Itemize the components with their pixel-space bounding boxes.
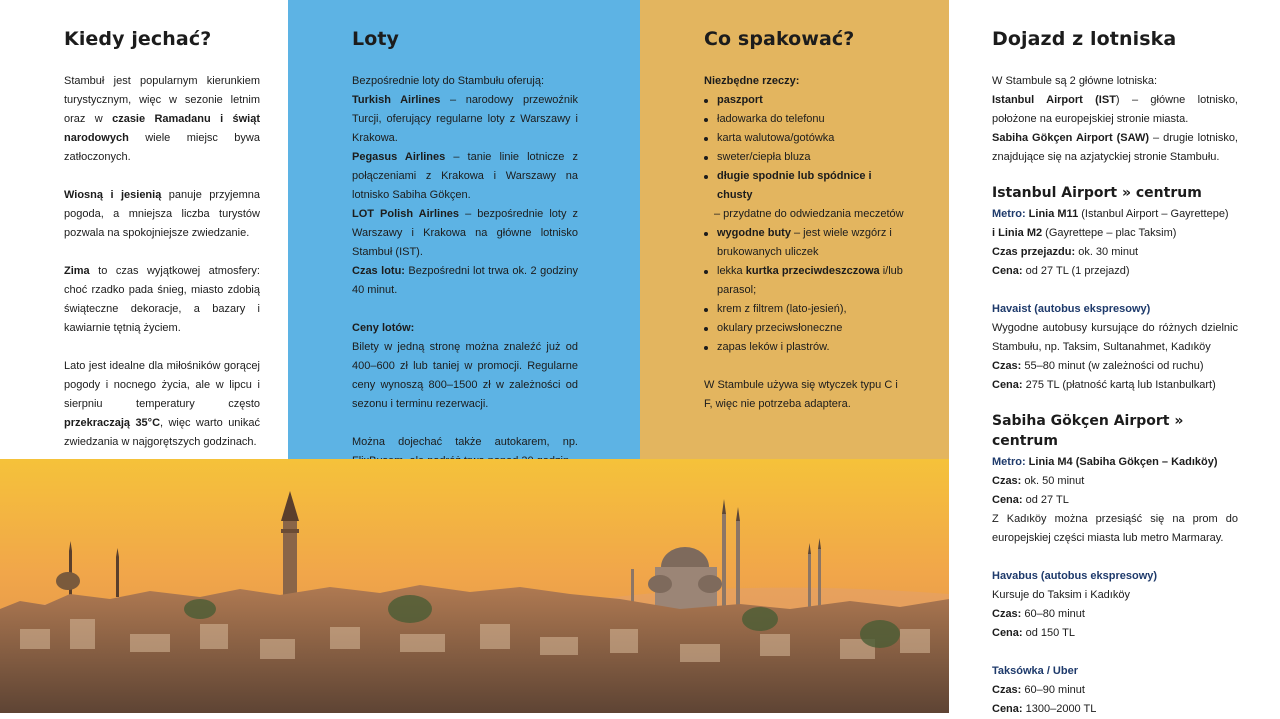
havabus-heading: Havabus (autobus ekspresowy) [992,570,1158,582]
transfer-title: Dojazd z lotniska [992,28,1177,50]
when-p3: Zima to czas wyjątkowej atmosfery: choć rzadko pada śnieg, miasto zdobią świąteczne dekoracje, a bazary i kawiarnie tętnią życiem. [64,265,260,334]
istanbul-skyline-photo [0,459,949,713]
list-item: zapas leków i plastrów. [704,338,909,357]
when-p1: Stambuł jest popularnym kierunkiem turystycznym, więc w sezonie letnim oraz w czasie Ramadanu i świąt narodowych wiele miejsc bywa zatłoczonych. [64,75,260,163]
when-title: Kiedy jechać? [64,28,212,50]
ist-metro: Metro: Linia M11 (Istanbul Airport – Gayrettepe) [992,208,1229,220]
flights-time: Czas lotu: Bezpośredni lot trwa ok. 2 godziny 40 minut. [352,265,578,296]
flights-prices: Bilety w jedną stronę można znaleźć już od 400–600 zł lub taniej w promocji. Regularne ceny wynoszą 800–1500 zł w zależności od sezonu i terminu rezerwacji. [352,341,578,410]
havaist-text: Wygodne autobusy kursujące do różnych dzielnic Stambułu, np. Taksim, Sultanahmet, Kadıköy [992,322,1238,353]
list-item: okulary przeciwsłoneczne [704,319,909,338]
havabus-price: Cena: od 150 TL [992,627,1075,639]
flights-intro: Bezpośrednie loty do Stambułu oferują: [352,75,545,87]
list-item: lekka kurtka przeciwdeszczowa i/lub parasol; [704,262,909,300]
section-flights [288,0,640,459]
flights-pegasus: Pegasus Airlines – tanie linie lotnicze z połączeniami z Krakowa i Warszawy na lotnisko Sabiha Gökçen. [352,151,578,201]
transfer-ist: Istanbul Airport (IST) – główne lotnisko, położone na europejskiej stronie miasta. [992,94,1238,125]
list-item: krem z filtrem (lato-jesień), [704,300,909,319]
ist-time: Czas przejazdu: ok. 30 minut [992,246,1139,258]
section-airport-transfer [949,0,1280,713]
ist-price: Cena: od 27 TL (1 przejazd) [992,265,1130,277]
flights-bus: Można dojechać także autokarem, np. [352,436,578,448]
list-item: ładowarka do telefonu [704,110,909,129]
taxi-time: Czas: 60–90 minut [992,684,1085,696]
flights-turkish: Turkish Airlines – narodowy przewoźnik Turcji, oferujący regularne loty z Warszawy i Krakowa. [352,94,578,144]
saw-heading: Sabiha Gökçen Airport » centrum [992,413,1184,449]
havaist-price: Cena: 275 TL (płatność kartą lub Istanbulkart) [992,379,1216,391]
transfer-intro: W Stambule są 2 główne lotniska: [992,75,1158,87]
saw-note: Z Kadıköy można przesiąść się na prom do europejskiej części miasta lub metro Marmaray. [992,513,1238,544]
saw-time: Czas: ok. 50 minut [992,475,1085,487]
packing-list [704,91,909,357]
list-item: długie spodnie lub spódnice i chusty – przydatne do odwiedzania meczetów [704,167,909,224]
havaist-time: Czas: 55–80 minut (w zależności od ruchu) [992,360,1204,372]
list-item: sweter/ciepła bluza [704,148,909,167]
havaist-heading: Havaist (autobus ekspresowy) [992,303,1151,315]
taxi-heading: Taksówka / Uber [992,665,1078,677]
transfer-saw: Sabiha Gökçen Airport (SAW) – drugie lotnisko, znajdujące się na azjatyckiej stronie Stambułu. [992,132,1238,163]
taxi-price: Cena: 1300–2000 TL [992,703,1097,715]
list-item: karta walutowa/gotówka [704,129,909,148]
saw-metro: Metro: Linia M4 (Sabiha Gökçen – Kadıköy) [992,456,1218,468]
ist-heading: Istanbul Airport » centrum [992,185,1202,201]
flights-prices-label: Ceny lotów: [352,322,415,334]
flights-lot: LOT Polish Airlines – bezpośrednie loty z Warszawy i Krakowa na główne lotnisko Stambuł (IST). [352,208,578,258]
saw-price: Cena: od 27 TL [992,494,1069,506]
when-p4: Lato jest idealne dla miłośników gorącej pogody i nocnego życia, ale w lipcu i sierpniu temperatury często przekraczają 35°C, więc warto unikać zwiedzania w najgorętszych godzinach. [64,360,260,448]
when-p2: Wiosną i jesienią panuje przyjemna pogoda, a mniejsza liczba turystów pozwala na spokojniejsze zwiedzanie. [64,189,260,239]
flights-title: Loty [352,28,400,50]
packing-title: Co spakować? [704,28,855,50]
havabus-text: Kursuje do Taksim i Kadıköy [992,589,1130,601]
packing-label: Niezbędne rzeczy: [704,75,800,87]
packing-plugs: W Stambule używa się wtyczek typu C i F, więc nie potrzeba adaptera. [704,379,898,410]
ist-metro-2: i Linia M2 (Gayrettepe – plac Taksim) [992,227,1177,239]
section-when-to-go [0,0,288,459]
havabus-time: Czas: 60–80 minut [992,608,1085,620]
list-item: paszport [704,91,909,110]
section-packing [640,0,949,459]
list-item: wygodne buty – jest wiele wzgórz i brukowanych uliczek [704,224,909,262]
